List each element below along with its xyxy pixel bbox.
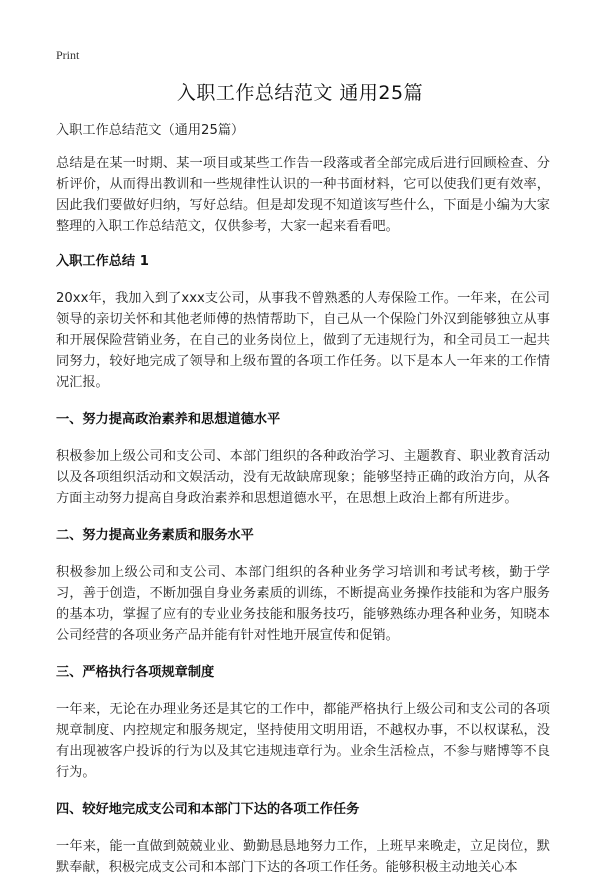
summary-heading: 入职工作总结 1 <box>56 254 149 269</box>
document-body <box>56 120 550 894</box>
section-body-3: 一年来，无论在办理业务还是其它的工作中，都能严格执行上级公司和支公司的各项规章制度、内控规定和服务规定，坚持使用文明用语，不越权办事，不以权谋私，没有出现被客户投诉的行为以及其它违规违章行为。业余生活检点，不参与赌博等不良行为。 <box>56 702 550 780</box>
summary-paragraph: 20xx年，我加入到了xxx支公司，从事我不曾熟悉的人寿保险工作。一年来，在公司领导的亲切关怀和其他老师傅的热情帮助下，自己从一个保险门外汉到能够独立从事和开展保险营销业务，在自己的业务岗位上，做到了无违规行为，和全司员工一起共同努力，较好地完成了领导和上级布置的各项工作任务。以下是本人一年来的工作情况汇报。 <box>56 291 550 390</box>
section-heading-3: 三、严格执行各项规章制度 <box>56 665 215 680</box>
section-heading-1: 一、努力提高政治素养和思想道德水平 <box>56 412 281 427</box>
document-subtitle: 入职工作总结范文（通用25篇） <box>56 123 245 138</box>
section-heading-4: 四、较好地完成支公司和本部门下达的各项工作任务 <box>56 802 360 817</box>
section-body-1: 积极参加上级公司和支公司、本部门组织的各种政治学习、主题教育、职业教育活动以及各项组织活动和文娱活动，没有无故缺席现象；能够坚持正确的政治方向，从各方面主动努力提高自身政治素养和思想道德水平，在思想上政治上都有所进步。 <box>56 449 550 506</box>
page-title: 入职工作总结范文 通用25篇 <box>176 82 424 104</box>
print-link[interactable]: Print <box>56 48 80 62</box>
section-body-4: 一年来，能一直做到兢兢业业、勤勤恳恳地努力工作，上班早来晚走，立足岗位，默默奉献，积极完成支公司和本部门下达的各项工作任务。能够积极主动地关心本 <box>56 839 550 875</box>
section-body-2: 积极参加上级公司和支公司、本部门组织的各种业务学习培训和考试考核，勤于学习，善于创造，不断加强自身业务素质的训练，不断提高业务操作技能和为客户服务的基本功，掌握了应有的专业业务技能和服务技巧，能够熟练办理各种业务，知晓本公司经营的各项业务产品并能有针对性地开展宣传和促销。 <box>56 565 550 643</box>
section-heading-2: 二、努力提高业务素质和服务水平 <box>56 528 254 543</box>
intro-paragraph: 总结是在某一时期、某一项目或某些工作告一段落或者全部完成后进行回顾检查、分析评价，从而得出教训和一些规律性认识的一种书面材料，它可以使我们更有效率，因此我们要做好归纳，写好总结。但是却发现不知道该写些什么，下面是小编为大家整理的入职工作总结范文，仅供参考，大家一起来看看吧。 <box>56 156 550 234</box>
